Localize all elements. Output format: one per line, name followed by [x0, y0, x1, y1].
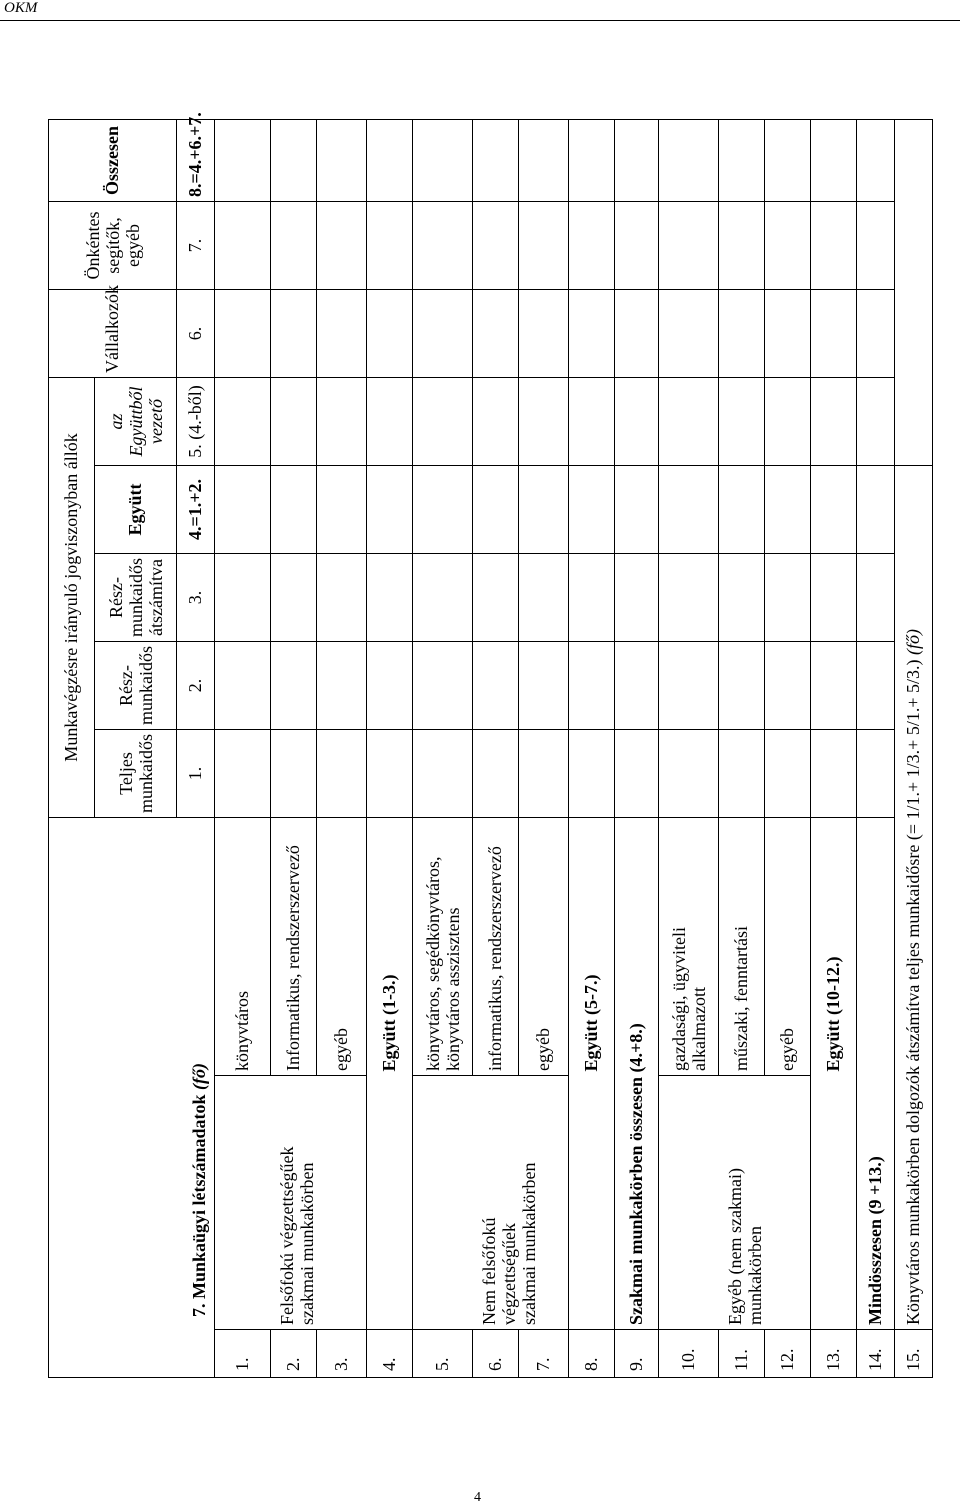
row-label — [413, 817, 473, 1075]
data-cell[interactable] — [317, 729, 367, 817]
row-label: egyéb — [317, 817, 367, 1075]
data-cell[interactable] — [765, 289, 811, 377]
data-cell[interactable] — [719, 289, 765, 377]
row-group-empty — [569, 1076, 615, 1330]
data-cell[interactable] — [215, 201, 271, 289]
data-cell[interactable] — [215, 553, 271, 641]
data-cell[interactable] — [271, 377, 317, 465]
row-label-unit: (fő) — [903, 629, 923, 656]
row-group-empty — [215, 1076, 271, 1330]
col-resz-atsz-line: Rész- — [105, 576, 126, 618]
col-onkentes — [49, 201, 177, 289]
data-cell[interactable] — [215, 641, 271, 729]
staffing-table — [48, 112, 933, 1378]
data-cell[interactable] — [317, 465, 367, 553]
data-cell[interactable] — [659, 377, 719, 465]
data-cell[interactable] — [271, 465, 317, 553]
data-cell[interactable] — [271, 201, 317, 289]
data-cell[interactable] — [215, 119, 271, 201]
data-cell[interactable] — [569, 377, 615, 465]
data-cell[interactable] — [857, 201, 895, 289]
data-cell[interactable] — [659, 553, 719, 641]
row-label: Mindösszesen (9 +13.) — [857, 817, 895, 1329]
data-cell[interactable] — [719, 377, 765, 465]
col-teljes — [95, 729, 177, 817]
row-number: 7. — [519, 1330, 569, 1378]
table-row — [413, 119, 473, 1377]
table-row — [215, 119, 271, 1377]
data-cell[interactable] — [413, 289, 473, 377]
table-row — [659, 119, 719, 1377]
row-number: 1. — [215, 1330, 271, 1378]
data-cell[interactable] — [215, 465, 271, 553]
row-group-empty — [367, 1076, 413, 1330]
data-cell[interactable] — [719, 201, 765, 289]
data-cell[interactable] — [765, 553, 811, 641]
data-cell[interactable] — [367, 119, 413, 201]
data-cell[interactable] — [765, 465, 811, 553]
table-title-unit: (fő) — [189, 1062, 209, 1090]
row-number: 4. — [367, 1330, 413, 1378]
data-cell[interactable] — [569, 553, 615, 641]
col-num: 1. — [177, 729, 215, 817]
row-group-line: szakmai munkakörben — [518, 1162, 539, 1325]
data-cell[interactable] — [367, 729, 413, 817]
col-num: 8.=4.+6.+7. — [177, 119, 215, 201]
data-cell[interactable] — [615, 119, 659, 201]
data-cell[interactable] — [367, 641, 413, 729]
col-onkentes-line: segítők, — [102, 217, 123, 274]
data-cell[interactable] — [765, 119, 811, 201]
data-cell[interactable] — [765, 377, 811, 465]
row-group-line: Egyéb (nem szakmai) — [724, 1168, 745, 1325]
data-cell[interactable] — [857, 641, 895, 729]
col-teljes-line: munkaidős — [135, 733, 156, 813]
data-cell[interactable] — [811, 377, 857, 465]
data-cell[interactable] — [473, 729, 519, 817]
data-cell[interactable] — [473, 119, 519, 201]
col-resz-line: Rész- — [115, 664, 136, 706]
data-cell[interactable] — [615, 377, 659, 465]
col-vezeto-line: vezető — [145, 398, 166, 444]
data-cell[interactable] — [719, 119, 765, 201]
row-number: 10. — [659, 1330, 719, 1378]
row-group-empty — [811, 1076, 857, 1330]
data-cell[interactable] — [615, 465, 659, 553]
data-cell[interactable] — [317, 201, 367, 289]
col-num: 6. — [177, 289, 215, 377]
group-header: Munkavégzésre irányuló jogviszonyban állók — [49, 377, 95, 817]
col-resz-atszamitva — [95, 553, 177, 641]
data-cell[interactable] — [519, 553, 569, 641]
data-cell[interactable] — [569, 729, 615, 817]
data-cell[interactable] — [659, 201, 719, 289]
col-resz-atsz-line: munkaidős — [125, 557, 146, 637]
data-cell[interactable] — [615, 729, 659, 817]
table-title: 7. Munkaügyi létszámadatok — [189, 1094, 209, 1317]
data-cell[interactable] — [519, 119, 569, 201]
col-vallalkozok: Vállalkozók — [49, 289, 177, 377]
data-cell[interactable] — [473, 289, 519, 377]
data-cell[interactable] — [413, 729, 473, 817]
data-cell[interactable] — [765, 641, 811, 729]
data-cell[interactable] — [317, 119, 367, 201]
row-group-line: Nem felsőfokú — [478, 1217, 499, 1325]
data-cell[interactable] — [215, 729, 271, 817]
row-group-label — [473, 1076, 569, 1330]
row-label: informatikus, rendszerszervező — [473, 817, 519, 1075]
data-cell[interactable] — [615, 289, 659, 377]
header-label: OKM — [4, 0, 38, 16]
row-group-label — [719, 1076, 811, 1330]
data-cell[interactable] — [659, 641, 719, 729]
data-cell[interactable] — [857, 553, 895, 641]
data-cell[interactable] — [413, 377, 473, 465]
row-group-line: munkakörben — [744, 1226, 765, 1325]
row-number: 6. — [473, 1330, 519, 1378]
table-row — [271, 119, 317, 1377]
data-cell[interactable] — [811, 641, 857, 729]
row-label: egyéb — [519, 817, 569, 1075]
row-group-empty — [413, 1076, 473, 1330]
col-onkentes-line: egyéb — [122, 223, 143, 267]
data-cell[interactable] — [367, 553, 413, 641]
table-row — [473, 119, 519, 1377]
table-row — [895, 119, 933, 1377]
data-cell[interactable] — [473, 553, 519, 641]
row-group-line: szakmai munkakörben — [296, 1162, 317, 1325]
data-cell[interactable] — [719, 465, 765, 553]
data-cell[interactable] — [519, 729, 569, 817]
data-cell[interactable] — [215, 289, 271, 377]
data-cell[interactable] — [811, 729, 857, 817]
data-cell[interactable] — [413, 465, 473, 553]
data-cell[interactable] — [765, 201, 811, 289]
data-cell[interactable] — [271, 553, 317, 641]
col-vezeto — [95, 377, 177, 465]
row-label — [659, 817, 719, 1075]
col-num: 5. (4.-ből) — [177, 377, 215, 465]
data-cell[interactable] — [473, 201, 519, 289]
data-cell[interactable] — [271, 119, 317, 201]
data-cell[interactable] — [473, 377, 519, 465]
data-cell[interactable] — [719, 641, 765, 729]
data-cell[interactable] — [367, 201, 413, 289]
data-cell[interactable] — [811, 553, 857, 641]
row-number: 14. — [857, 1330, 895, 1378]
data-cell[interactable] — [519, 289, 569, 377]
data-cell[interactable] — [569, 289, 615, 377]
header-rule — [0, 20, 960, 21]
col-onkentes-line: Önkéntes — [82, 211, 103, 280]
data-cell[interactable] — [811, 119, 857, 201]
row-label-line: könyvtáros asszisztens — [442, 907, 463, 1071]
row-label-line: alkalmazott — [688, 987, 709, 1071]
row-number: 8. — [569, 1330, 615, 1378]
row-group-line: Felsőfokú végzettségűek — [276, 1146, 297, 1325]
data-cell[interactable] — [519, 641, 569, 729]
row-label-line: könyvtáros, segédkönyvtáros, — [422, 856, 443, 1071]
data-cell[interactable] — [857, 289, 895, 377]
data-cell[interactable] — [719, 729, 765, 817]
col-teljes-line: Teljes — [115, 752, 136, 795]
col-resz-atsz-line: átszámítva — [145, 558, 166, 636]
col-vezeto-line: az — [105, 413, 126, 430]
data-cell[interactable] — [271, 641, 317, 729]
row-group-line: végzettségűek — [498, 1223, 519, 1325]
row-number: 9. — [615, 1330, 659, 1378]
data-cell[interactable] — [367, 289, 413, 377]
col-osszesen: Összesen — [49, 119, 177, 201]
table-row — [367, 119, 413, 1377]
data-cell[interactable] — [765, 729, 811, 817]
row-label: műszaki, fenntartási — [719, 817, 765, 1075]
col-num: 2. — [177, 641, 215, 729]
row-label: Együtt (5-7.) — [569, 817, 615, 1075]
data-cell[interactable] — [367, 465, 413, 553]
col-num: 4.=1.+2. — [177, 465, 215, 553]
data-cell[interactable] — [659, 119, 719, 201]
data-cell[interactable] — [519, 201, 569, 289]
row-label: Együtt (10-12.) — [811, 817, 857, 1075]
row-label: Szakmai munkakörben összesen (4.+8.) — [615, 817, 659, 1329]
table-row — [811, 119, 857, 1377]
data-cell[interactable] — [857, 729, 895, 817]
data-cell[interactable] — [615, 553, 659, 641]
data-cell[interactable] — [317, 553, 367, 641]
data-cell[interactable] — [569, 465, 615, 553]
col-resz-line: munkaidős — [135, 645, 156, 725]
row-number: 12. — [765, 1330, 811, 1378]
col-vezeto-line: Együttből — [125, 386, 146, 457]
table-row — [857, 119, 895, 1377]
data-cell[interactable] — [413, 119, 473, 201]
col-egyutt: Együtt — [95, 465, 177, 553]
data-cell[interactable] — [569, 641, 615, 729]
data-cell[interactable] — [317, 289, 367, 377]
row-number: 2. — [271, 1330, 317, 1378]
data-cell[interactable] — [317, 641, 367, 729]
data-cell[interactable] — [317, 377, 367, 465]
data-cell[interactable] — [271, 729, 317, 817]
data-cell[interactable] — [659, 465, 719, 553]
data-cell[interactable] — [519, 465, 569, 553]
data-cell[interactable] — [895, 119, 933, 465]
row-label: könyvtáros — [215, 817, 271, 1075]
data-cell[interactable] — [519, 377, 569, 465]
data-cell[interactable] — [413, 201, 473, 289]
data-cell[interactable] — [857, 377, 895, 465]
data-cell[interactable] — [473, 465, 519, 553]
row-label: Együtt (1-3.) — [367, 817, 413, 1075]
data-cell[interactable] — [615, 201, 659, 289]
data-cell[interactable] — [811, 465, 857, 553]
data-cell[interactable] — [811, 289, 857, 377]
row-label: Informatikus, rendszerszervező — [271, 817, 317, 1075]
table-row — [615, 119, 659, 1377]
data-cell[interactable] — [271, 289, 317, 377]
col-resz — [95, 641, 177, 729]
row-number: 15. — [895, 1330, 933, 1378]
table-row — [569, 119, 615, 1377]
row-number: 3. — [317, 1330, 367, 1378]
row-group-label — [271, 1076, 367, 1330]
page-number: 4 — [474, 1490, 481, 1505]
data-cell[interactable] — [857, 465, 895, 553]
data-cell[interactable] — [215, 377, 271, 465]
row-label-text: Könyvtáros munkakörben dolgozók átszámítva teljes munkaidősre (= 1/1.+ 1/3.+ 5/1.+ 5/3.) — [903, 659, 923, 1325]
table-title-cell — [49, 817, 215, 1377]
data-cell[interactable] — [615, 641, 659, 729]
col-num: 7. — [177, 201, 215, 289]
rotated-table-container — [48, 112, 944, 1378]
col-num: 3. — [177, 553, 215, 641]
data-cell[interactable] — [413, 553, 473, 641]
data-cell[interactable] — [811, 201, 857, 289]
row-number: 11. — [719, 1330, 765, 1378]
data-cell[interactable] — [413, 641, 473, 729]
row-number: 13. — [811, 1330, 857, 1378]
data-cell[interactable] — [857, 119, 895, 201]
row-group-empty — [659, 1076, 719, 1330]
data-cell[interactable] — [659, 729, 719, 817]
data-cell[interactable] — [719, 553, 765, 641]
row-label — [895, 465, 933, 1329]
data-cell[interactable] — [367, 377, 413, 465]
table-row — [719, 119, 765, 1377]
data-cell[interactable] — [659, 289, 719, 377]
row-label-line: gazdasági, ügyviteli — [668, 927, 689, 1071]
data-cell[interactable] — [473, 641, 519, 729]
row-label: egyéb — [765, 817, 811, 1075]
data-cell[interactable] — [569, 201, 615, 289]
row-number: 5. — [413, 1330, 473, 1378]
data-cell[interactable] — [569, 119, 615, 201]
